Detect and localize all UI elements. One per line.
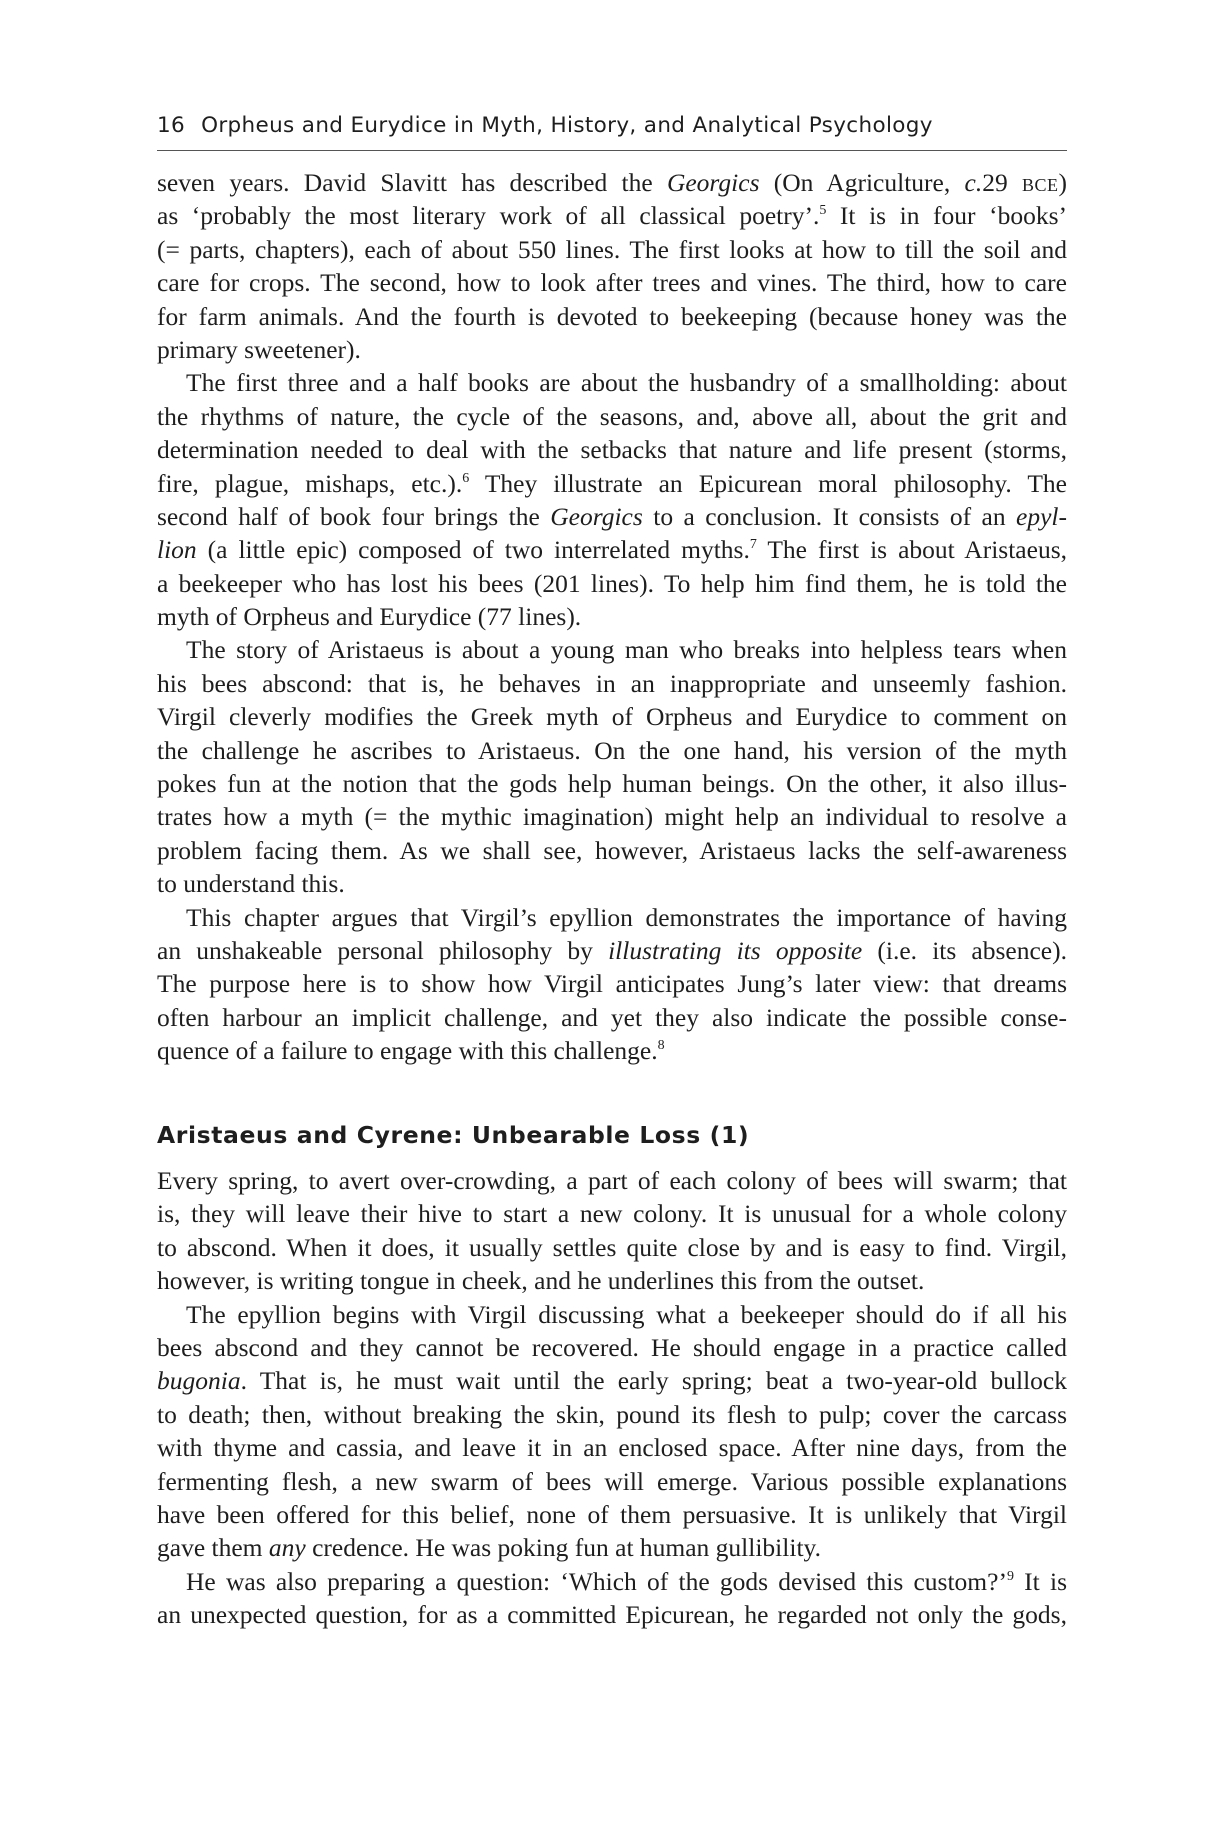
- text-line: primary sweetener).: [157, 334, 361, 364]
- italic-text: illustrating its opposite: [608, 935, 863, 965]
- text-line: lion (a little epic) composed of two interrelated myths.$^7$ The first is about Aristaeus,: [157, 535, 1067, 565]
- text-line: The epyllion begins with Virgil discussing what a beekeeper should do if all his: [186, 1299, 1067, 1329]
- italic-text: c.: [964, 168, 983, 197]
- running-header: [157, 110, 1067, 142]
- text-line: pokes fun at the notion that the gods help human beings. On the other, it also illus-: [157, 769, 1067, 799]
- italic-text: epyl-: [1016, 501, 1067, 531]
- small-caps-text: BCE: [1021, 175, 1059, 195]
- text-line: care for crops. The second, how to look after trees and vines. The third, how to care: [157, 268, 1067, 298]
- header-rule: [157, 150, 1067, 151]
- footnote-marker: 7: [749, 537, 757, 553]
- text-line: the challenge he ascribes to Aristaeus. On the one hand, his version of the myth: [157, 735, 1067, 765]
- text-line: is, they will leave their hive to start a new colony. It is unusual for a whole colony: [157, 1199, 1067, 1229]
- text-line: however, is writing tongue in cheek, and he underlines this from the outset.: [157, 1266, 925, 1296]
- text-line: to understand this.: [157, 869, 345, 899]
- footnote-marker: 5: [819, 203, 827, 219]
- italic-text: Georgics: [550, 501, 643, 531]
- text-line: have been offered for this belief, none of them persuasive. It is unlikely that Virgil: [157, 1499, 1067, 1529]
- text-line: as ‘probably the most literary work of all classical poetry’.$^5$ It is in four ‘books’: [157, 201, 1067, 231]
- page-number: 16: [157, 113, 186, 138]
- text-line: a beekeeper who has lost his bees (201 lines). To help him find them, he is told the: [157, 568, 1067, 598]
- section-heading: Aristaeus and Cyrene: Unbearable Loss (1): [157, 1121, 750, 1149]
- text-line: the rhythms of nature, the cycle of the seasons, and, above all, about the grit and: [157, 401, 1067, 431]
- text-line: myth of Orpheus and Eurydice (77 lines).: [157, 602, 582, 632]
- text-line: quence of a failure to engage with this challenge.$^8$: [157, 1036, 665, 1066]
- italic-text: any: [268, 1533, 306, 1563]
- running-title: Orpheus and Eurydice in Myth, History, and Analytical Psychology: [201, 113, 933, 138]
- text-line: Virgil cleverly modifies the Greek myth of Orpheus and Eurydice to comment on: [157, 702, 1067, 732]
- text-line: problem facing them. As we shall see, however, Aristaeus lacks the self-awareness: [157, 835, 1067, 865]
- text-line: This chapter argues that Virgil’s epyllion demonstrates the importance of having: [186, 902, 1067, 932]
- text-line: gave them any credence. He was poking fun at human gullibility.: [157, 1533, 821, 1563]
- text-line: seven years. David Slavitt has described the Georgics (On Agriculture, c.29 BCE): [157, 168, 1067, 197]
- text-line: The purpose here is to show how Virgil anticipates Jung’s later view: that dreams: [157, 969, 1067, 999]
- text-line: often harbour an implicit challenge, and yet they also indicate the possible conse-: [157, 1002, 1067, 1032]
- text-line: fire, plague, mishaps, etc.).$^6$ They illustrate an Epicurean moral philosophy. The: [157, 468, 1068, 498]
- body-text-section-1: [157, 166, 1067, 1068]
- text-line: The story of Aristaeus is about a young man who breaks into helpless tears when: [186, 635, 1067, 665]
- text-line: The first three and a half books are about the husbandry of a smallholding: about: [186, 368, 1067, 398]
- text-line: an unexpected question, for as a committed Epicurean, he regarded not only the gods,: [157, 1600, 1067, 1630]
- text-line: to death; then, without breaking the skin, pound its flesh to pulp; cover the carcass: [157, 1399, 1067, 1429]
- text-line: an unshakeable personal philosophy by illustrating its opposite (i.e. its absence).: [157, 935, 1067, 965]
- text-line: trates how a myth (= the mythic imagination) might help an individual to resolve a: [157, 802, 1067, 832]
- footnote-marker: 8: [657, 1038, 665, 1054]
- text-line: with thyme and cassia, and leave it in an enclosed space. After nine days, from the: [157, 1433, 1067, 1463]
- text-line: to abscond. When it does, it usually settles quite close by and is easy to find. Virgil,: [157, 1232, 1067, 1262]
- footnote-marker: 6: [462, 470, 470, 486]
- text-line: for farm animals. And the fourth is devoted to beekeeping (because honey was the: [157, 301, 1067, 331]
- text-line: Every spring, to avert over-crowding, a part of each colony of bees will swarm; that: [157, 1166, 1067, 1195]
- italic-text: bugonia: [157, 1366, 241, 1396]
- text-line: He was also preparing a question: ‘Which of the gods devised this custom?’$^9$ It is: [186, 1566, 1067, 1596]
- body-text-section-2: [157, 1164, 1067, 1631]
- text-line: bugonia. That is, he must wait until the early spring; beat a two-year-old bullock: [157, 1366, 1067, 1396]
- text-line: (= parts, chapters), each of about 550 lines. The first looks at how to till the soil and: [157, 234, 1067, 264]
- italic-text: lion: [157, 535, 197, 565]
- italic-text: Georgics: [666, 168, 760, 197]
- text-line: second half of book four brings the Georgics to a conclusion. It consists of an epyl-: [157, 501, 1067, 531]
- text-line: bees abscond and they cannot be recovered. He should engage in a practice called: [157, 1332, 1067, 1362]
- text-line: his bees abscond: that is, he behaves in an inappropriate and unseemly fashion.: [157, 668, 1067, 698]
- text-line: fermenting flesh, a new swarm of bees will emerge. Various possible explanations: [157, 1466, 1067, 1496]
- text-line: determination needed to deal with the setbacks that nature and life present (storms,: [157, 435, 1067, 465]
- footnote-marker: 9: [1006, 1568, 1014, 1584]
